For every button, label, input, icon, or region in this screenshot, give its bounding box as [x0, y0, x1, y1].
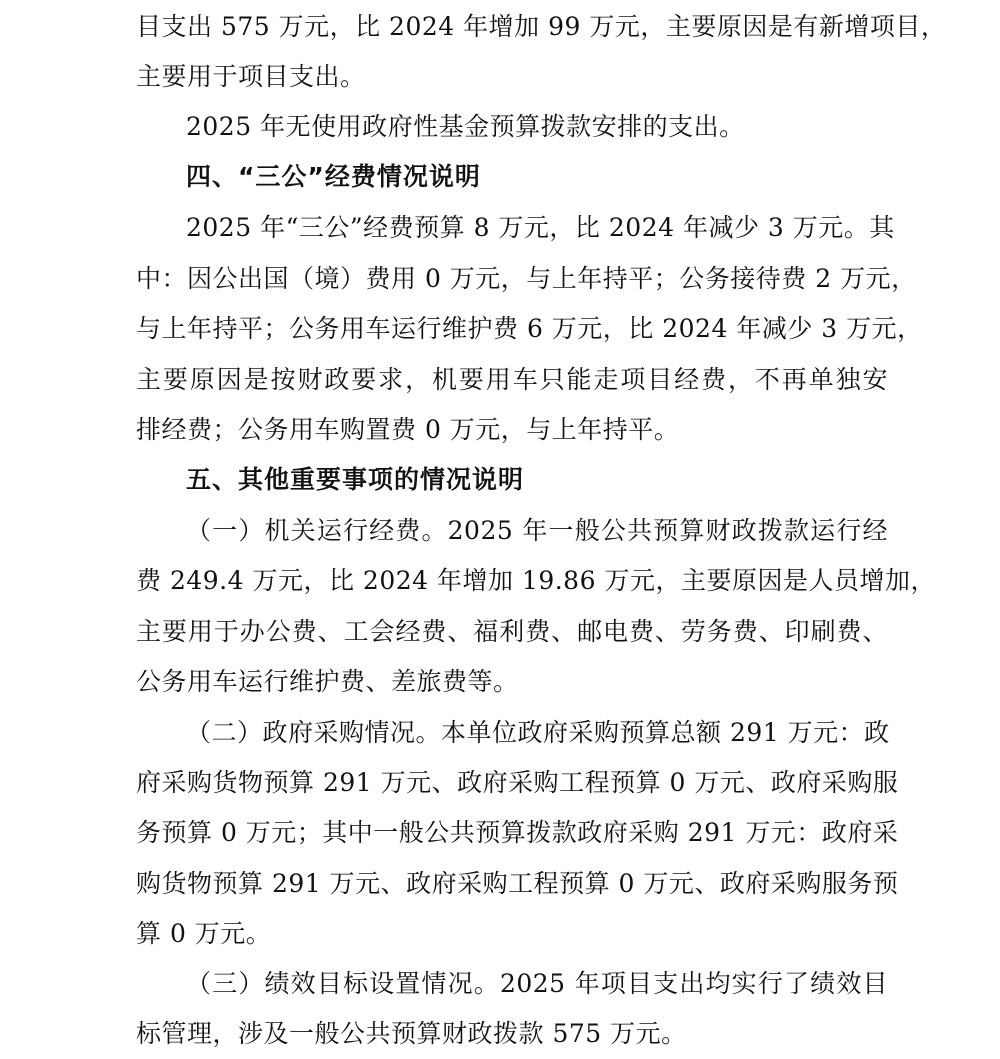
body-text-line: 算 0 万元。 — [136, 919, 272, 948]
body-text-line: 主要用于项目支出。 — [136, 62, 366, 91]
body-text-line: 与上年持平；公务用车运行维护费 6 万元，比 2024 年减少 3 万元， — [136, 314, 923, 343]
body-text-line: 费 249.4 万元，比 2024 年增加 19.86 万元，主要原因是人员增加， — [136, 566, 936, 595]
subsection-heading-line: （二）政府采购情况。本单位政府采购预算总额 291 万元：政 — [186, 718, 890, 747]
body-text-line: 中：因公出国（境）费用 0 万元，与上年持平；公务接待费 2 万元， — [136, 264, 917, 293]
body-text-line: 2025 年无使用政府性基金预算拨款安排的支出。 — [186, 112, 745, 141]
body-text-line: 务预算 0 万元；其中一般公共预算拨款政府采购 291 万元：政府采 — [136, 818, 899, 847]
body-text-line: 排经费；公务用车购置费 0 万元，与上年持平。 — [136, 415, 680, 444]
body-text-line: 标管理，涉及一般公共预算财政拨款 575 万元。 — [136, 1019, 687, 1048]
body-text-line: 公务用车运行维护费、差旅费等。 — [136, 667, 519, 696]
subsection-heading-line: （一）机关运行经费。2025 年一般公共预算财政拨款运行经 — [186, 516, 888, 545]
body-text-line: 府采购货物预算 291 万元、政府采购工程预算 0 万元、政府采购服 — [136, 768, 899, 797]
body-text-line: 购货物预算 291 万元、政府采购工程预算 0 万元、政府采购服务预 — [136, 869, 899, 898]
body-text-line: 主要用于办公费、工会经费、福利费、邮电费、劳务费、印刷费、 — [136, 617, 888, 646]
body-text-line: 主要原因是按财政要求，机要用车只能走项目经费，不再单独安 — [136, 365, 888, 394]
subsection-heading-line: （三）绩效目标设置情况。2025 年项目支出均实行了绩效目 — [186, 969, 888, 998]
body-text-line: 2025 年“三公”经费预算 8 万元，比 2024 年减少 3 万元。其 — [186, 213, 895, 242]
body-text-line: 目支出 575 万元，比 2024 年增加 99 万元，主要原因是有新增项目， — [136, 12, 947, 41]
section-heading: 五、其他重要事项的情况说明 — [186, 465, 525, 494]
section-heading: 四、“三公”经费情况说明 — [186, 162, 481, 191]
